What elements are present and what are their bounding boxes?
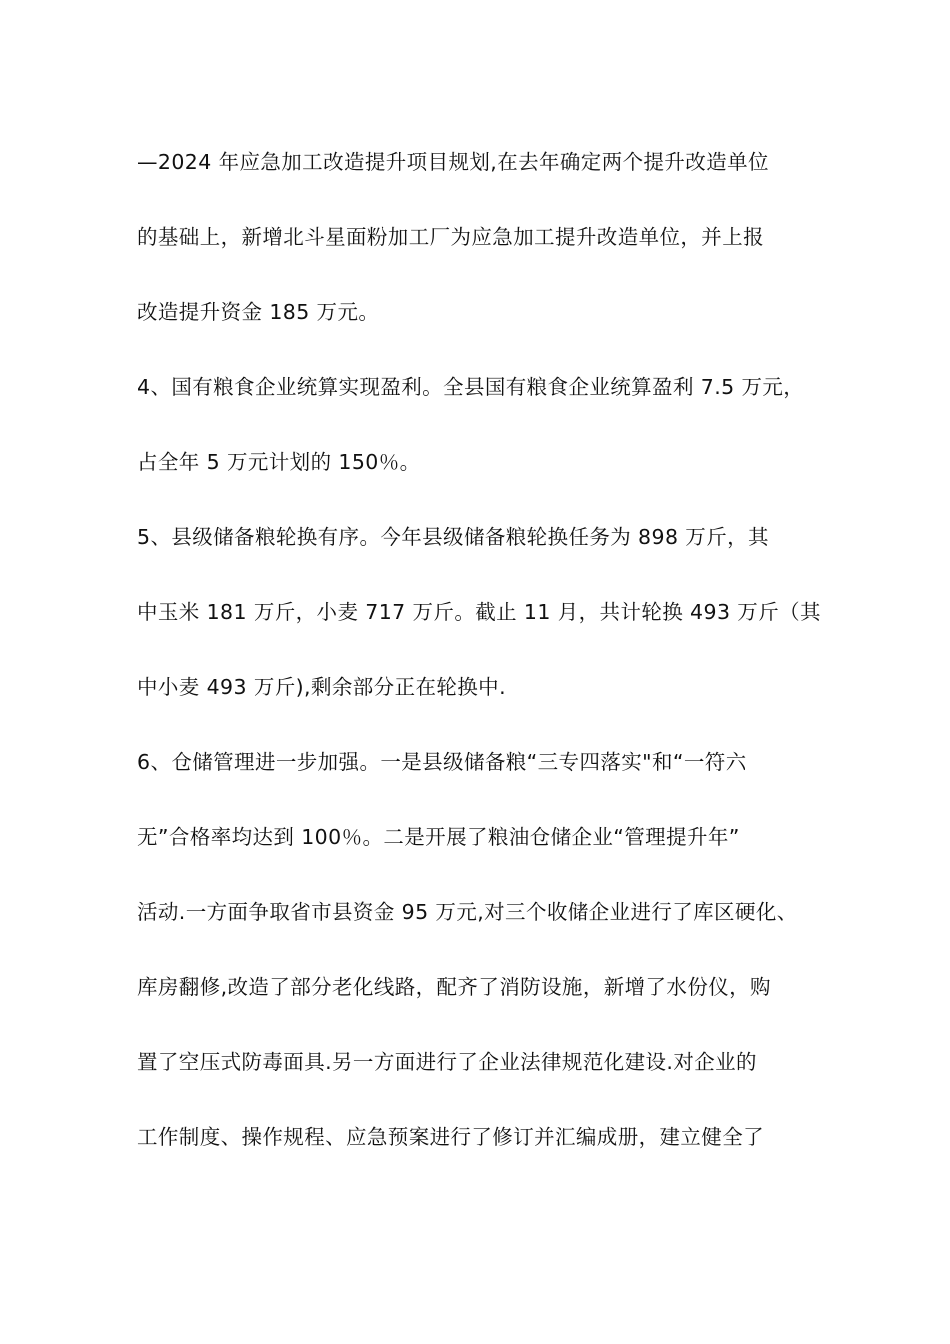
text-line: 4、国有粮食企业统算实现盈利。全县国有粮食企业统算盈利 7.5 万元，: [137, 375, 805, 399]
text-line: —2024 年应急加工改造提升项目规划,在去年确定两个提升改造单位: [137, 150, 769, 174]
text-line: 库房翻修,改造了部分老化线路，配齐了消防设施，新增了水份仪，购: [137, 975, 771, 999]
text-line: 活动.一方面争取省市县资金 95 万元,对三个收储企业进行了库区硬化、: [137, 900, 798, 924]
text-line: 5、县级储备粮轮换有序。今年县级储备粮轮换任务为 898 万斤，其: [137, 525, 769, 549]
text-line: 改造提升资金 185 万元。: [137, 300, 380, 324]
text-line: 的基础上，新增北斗星面粉加工厂为应急加工提升改造单位，并上报: [137, 225, 764, 249]
text-line: 6、仓储管理进一步加强。一是县级储备粮“三专四落实"和“一符六: [137, 750, 747, 774]
text-line: 中小麦 493 万斤),剩余部分正在轮换中.: [137, 675, 506, 699]
text-line: 工作制度、操作规程、应急预案进行了修订并汇编成册，建立健全了: [137, 1125, 764, 1149]
text-line: 占全年 5 万元计划的 150％。: [137, 450, 421, 474]
text-line: 中玉米 181 万斤，小麦 717 万斤。截止 11 月，共计轮换 493 万斤（其: [137, 600, 821, 624]
text-line: 无”合格率均达到 100％。二是开展了粮油仓储企业“管理提升年”: [137, 825, 740, 849]
text-line: 置了空压式防毒面具.另一方面进行了企业法律规范化建设.对企业的: [137, 1050, 757, 1074]
